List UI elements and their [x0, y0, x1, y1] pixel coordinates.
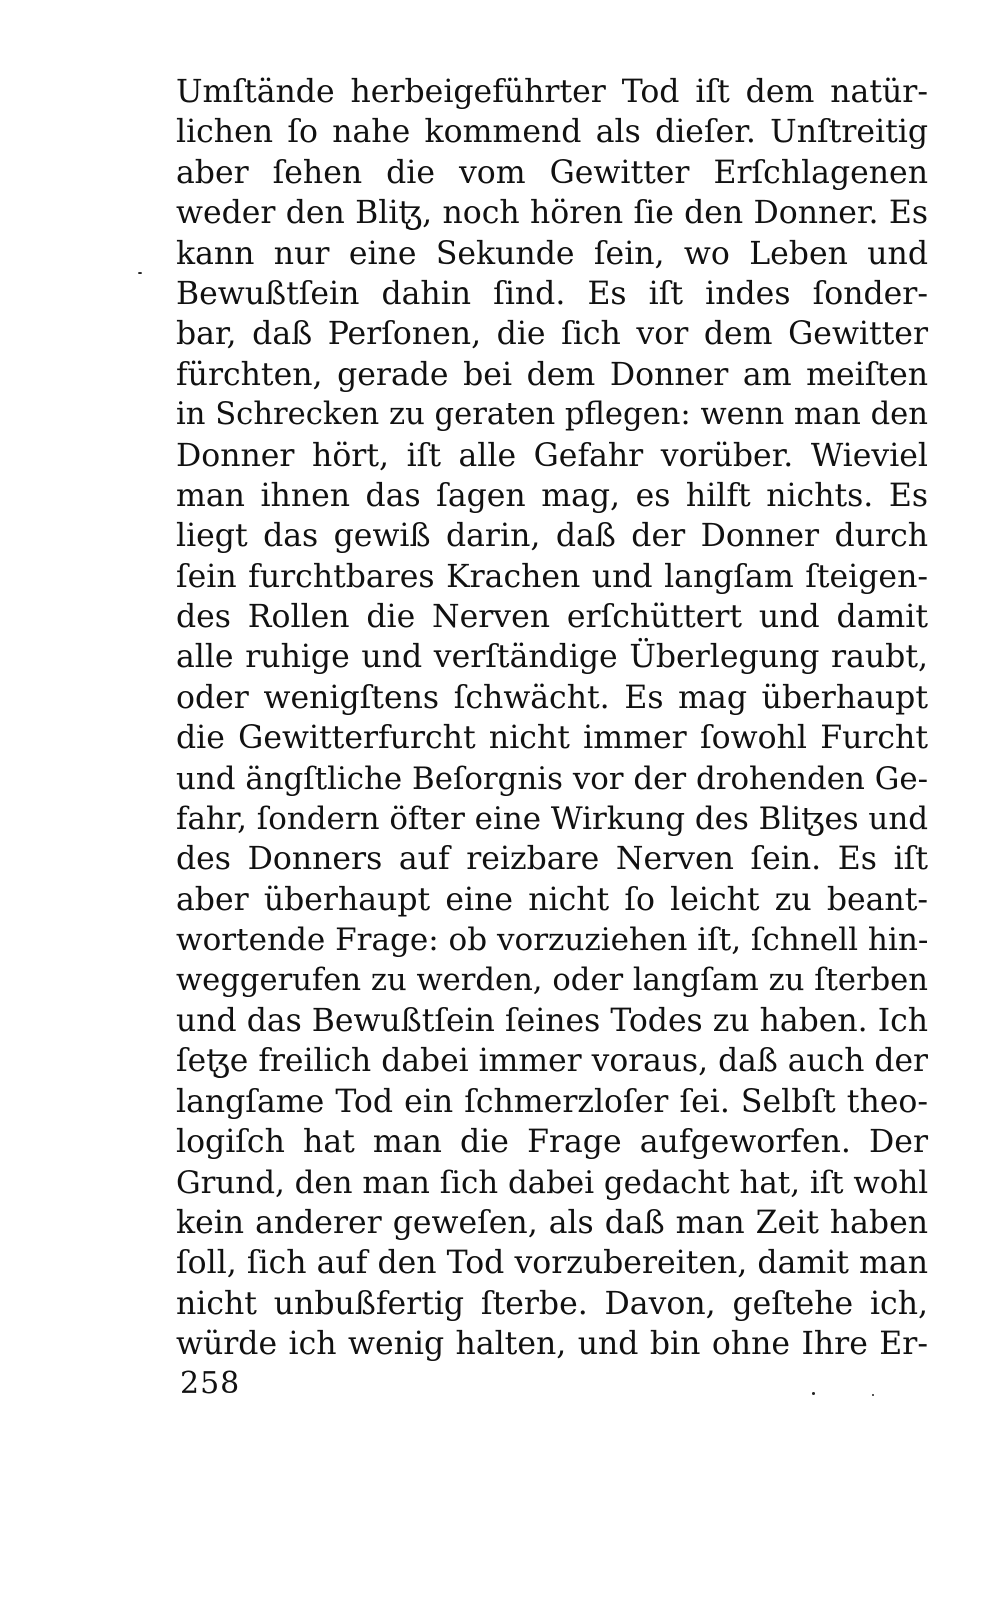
- text-line: in Schrecken zu geraten pflegen: wenn man den: [176, 397, 928, 433]
- text-line: wortende Frage: ob vorzuziehen iſt, ſchnell hin-: [176, 922, 929, 959]
- text-line: des Donners auf reizbare Nerven ſein. Es iſt: [176, 841, 928, 878]
- text-line: langſame Tod ein ſchmerzloſer ſei. Selbſt theo-: [176, 1083, 928, 1120]
- text-line: oder wenigſtens ſchwächt. Es mag überhaupt: [176, 679, 928, 716]
- text-line: liegt das gewiß darin, daß der Donner durch: [176, 518, 928, 555]
- text-line: die Gewitterfurcht nicht immer ſowohl Furcht: [176, 720, 928, 757]
- text-line: fahr, ſondern öfter eine Wirkung des Bliꜩes und: [176, 801, 929, 838]
- page-number: 258: [180, 1366, 241, 1401]
- print-speck: [812, 1392, 815, 1395]
- text-line: Umſtände herbeigeführter Tod iſt dem natür-: [176, 74, 928, 110]
- text-line: ſein furchtbares Krachen und langſam ſteigen-: [176, 558, 928, 595]
- text-line: fürchten, gerade bei dem Donner am meiſten: [176, 356, 928, 393]
- text-line: aber überhaupt eine nicht ſo leicht zu beant-: [176, 881, 928, 918]
- text-line: man ihnen das ſagen mag, es hilft nichts. Es: [176, 477, 928, 514]
- text-line: logiſch hat man die Frage aufgeworfen. Der: [176, 1124, 928, 1161]
- print-speck: [138, 272, 142, 274]
- text-line: kann nur eine Sekunde ſein, wo Leben und: [176, 235, 928, 272]
- text-line: bar, daß Perſonen, die ſich vor dem Gewitter: [176, 316, 928, 353]
- text-line: alle ruhige und verſtändige Überlegung raubt,: [176, 639, 928, 676]
- text-line: kein anderer geweſen, als daß man Zeit haben: [176, 1204, 928, 1241]
- text-line: ſeꜩe freilich dabei immer voraus, daß auch der: [176, 1043, 928, 1080]
- text-line: des Rollen die Nerven erſchüttert und damit: [176, 599, 928, 636]
- text-line: lichen ſo nahe kommend als dieſer. Unſtreitig: [176, 114, 928, 151]
- text-line: nicht unbußfertig ſterbe. Davon, geſtehe ich,: [176, 1285, 928, 1322]
- text-line: weggerufen zu werden, oder langſam zu ſterben: [176, 962, 928, 998]
- text-line: und das Bewußtſein ſeines Todes zu haben. Ich: [176, 1002, 928, 1039]
- text-line: und ängſtliche Beſorgnis vor der drohenden Ge-: [176, 760, 928, 797]
- text-line: weder den Bliꜩ, noch hören ſie den Donner. Es: [176, 195, 928, 232]
- text-line: Grund, den man ſich dabei gedacht hat, iſt wohl: [176, 1164, 929, 1201]
- text-line: Donner hört, iſt alle Gefahr vorüber. Wieviel: [176, 437, 928, 474]
- text-line: Bewußtſein dahin ſind. Es iſt indes ſonder-: [176, 275, 928, 312]
- text-line: ſoll, ſich auf den Tod vorzubereiten, damit man: [176, 1245, 928, 1282]
- print-speck: [872, 1394, 874, 1396]
- text-line: würde ich wenig halten, und bin ohne Ihre Er-: [176, 1326, 928, 1363]
- body-text: [176, 72, 928, 1365]
- text-line: aber ſehen die vom Gewitter Erſchlagenen: [176, 154, 928, 191]
